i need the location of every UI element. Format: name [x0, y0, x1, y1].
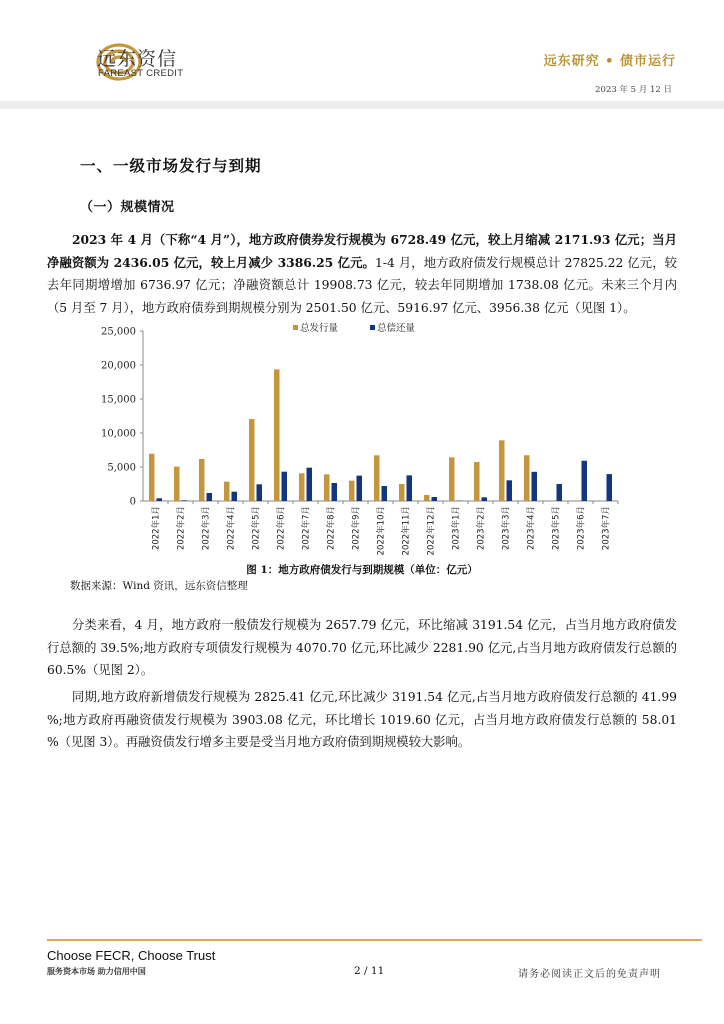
header-section-title: 远东研究 • 债市运行: [543, 54, 676, 69]
legend-label-repayment: 总偿还量: [377, 323, 416, 334]
repayment-bar: [282, 472, 288, 501]
issuance-bar: [224, 482, 230, 501]
x-tick-label: 2022年8月: [326, 506, 337, 551]
x-tick-label: 2023年7月: [601, 506, 612, 551]
footer-tagline: Choose FECR, Choose Trust: [47, 948, 216, 963]
x-tick-label: 2023年6月: [576, 506, 587, 551]
x-tick-label: 2022年7月: [301, 506, 312, 551]
issuance-bar: [324, 474, 330, 501]
repayment-bar: [357, 476, 363, 501]
section-heading: 一、一级市场发行与到期: [80, 156, 262, 175]
repayment-bar: [407, 475, 413, 501]
issuance-bar: [249, 419, 255, 501]
y-tick-label: 20,000: [101, 360, 136, 372]
issuance-bar: [499, 440, 505, 501]
x-tick-label: 2022年12月: [426, 506, 437, 556]
x-tick-label: 2023年4月: [526, 506, 537, 551]
repayment-bar: [207, 493, 213, 501]
subsection-heading: （一）规模情况: [80, 200, 175, 215]
repayment-bar: [482, 497, 488, 501]
page-number: 2 / 11: [354, 965, 385, 977]
x-tick-label: 2022年1月: [151, 506, 162, 551]
x-tick-label: 2022年4月: [226, 506, 237, 551]
x-tick-label: 2023年2月: [476, 506, 487, 551]
repayment-bar: [382, 486, 388, 501]
footer-divider: [47, 939, 702, 941]
y-tick-label: 0: [129, 496, 136, 508]
repayment-bar: [607, 474, 613, 501]
issuance-bar: [524, 455, 530, 501]
y-tick-label: 10,000: [101, 428, 136, 440]
summary-bold-text: 2023 年 4 月（下称“4 月”），地方政府债券发行规模为 6728.49 亿元，较上月缩减 2171.93 亿元；当月净融资额为 2436.05 亿元，较上月减少 3386.25 亿元。: [47, 232, 677, 270]
issuance-bar: [449, 457, 455, 501]
x-tick-label: 2022年3月: [201, 506, 212, 551]
legend-swatch-issuance: [293, 325, 298, 330]
x-tick-label: 2022年10月: [376, 506, 387, 556]
paragraph-summary: [47, 229, 677, 319]
issuance-bar: [474, 462, 480, 501]
repayment-bar: [532, 472, 538, 501]
issuance-bar: [399, 484, 405, 501]
repayment-bar: [182, 500, 188, 501]
x-tick-label: 2022年5月: [251, 506, 262, 551]
logo-english-name: FAREAST CREDIT: [98, 68, 184, 79]
footer-disclaimer: 请务必阅读正文后的免责声明: [518, 969, 661, 980]
paragraph-classification: 分类来看，4 月，地方政府一般债发行规模为 2657.79 亿元，环比缩减 3191.54 亿元，占当月地方政府债发行总额的 39.5%;地方政府专项债发行规模为 4070.70 亿元,环比减少 2281.90 亿元,占当月地方政府债发行总额的 60.5%（见图 2）。: [47, 618, 677, 677]
y-tick-label: 5,000: [107, 462, 136, 474]
legend-swatch-repayment: [370, 325, 375, 330]
logo-chinese-name: 远东资信: [97, 48, 178, 70]
issuance-bar: [274, 369, 280, 501]
repayment-bar: [332, 483, 338, 501]
x-tick-label: 2023年5月: [551, 506, 562, 551]
paragraph-new-vs-refinancing: 同期,地方政府新增债发行规模为 2825.41 亿元,环比减少 3191.54 亿元,占当月地方政府债发行总额的 41.99 %;地方政府再融资债发行规模为 3903.08 亿元，环比增长 1019.60 亿元，占当月地方政府债发行总额的 58.01 %（见图 3）。再融资债发行增多主要是受当月地方政府债到期规模较大影响。: [47, 690, 677, 749]
y-tick-label: 25,000: [101, 326, 136, 338]
legend-label-issuance: 总发行量: [300, 323, 339, 334]
x-tick-label: 2023年1月: [451, 506, 462, 551]
issuance-bar: [149, 454, 155, 501]
repayment-bar: [557, 484, 563, 501]
report-date: 2023 年 5 月 12 日: [595, 85, 672, 95]
issuance-maturity-bar-chart: [90, 320, 630, 565]
x-tick-label: 2022年11月: [401, 506, 412, 556]
repayment-bar: [257, 484, 263, 501]
issuance-bar: [349, 481, 355, 501]
issuance-bar: [199, 459, 205, 501]
repayment-bar: [432, 497, 438, 501]
repayment-bar: [507, 480, 513, 501]
summary-text: 1-4 月，地方政府债发行规模总计 27825.22 亿元，较去年同期增增加 6736.97 亿元；净融资额总计 19908.73 亿元，较去年同期增加 1738.08 亿元。未来三个月内（5 月至 7 月），地方政府债券到期规模分别为 2501.50 亿元、5916.97 亿元、3956.38 亿元（见图 1）。: [47, 255, 677, 315]
y-tick-label: 15,000: [101, 394, 136, 406]
header-divider: [0, 101, 724, 109]
figure-caption: 图 1：地方政府债发行与到期规模（单位：亿元）: [246, 564, 478, 576]
x-tick-label: 2022年2月: [176, 506, 187, 551]
issuance-bar: [174, 467, 180, 501]
x-tick-label: 2023年3月: [501, 506, 512, 551]
footer-slogan: 服务资本市场 助力信用中国: [47, 967, 146, 976]
repayment-bar: [232, 492, 238, 501]
repayment-bar: [582, 461, 588, 501]
issuance-bar: [299, 473, 305, 501]
repayment-bar: [157, 498, 163, 501]
repayment-bar: [307, 468, 313, 501]
x-tick-label: 2022年6月: [276, 506, 287, 551]
x-tick-label: 2022年9月: [351, 506, 362, 551]
figure-source: 数据来源：Wind 资讯，远东资信整理: [70, 580, 248, 592]
issuance-bar: [424, 495, 430, 501]
issuance-bar: [374, 455, 380, 501]
